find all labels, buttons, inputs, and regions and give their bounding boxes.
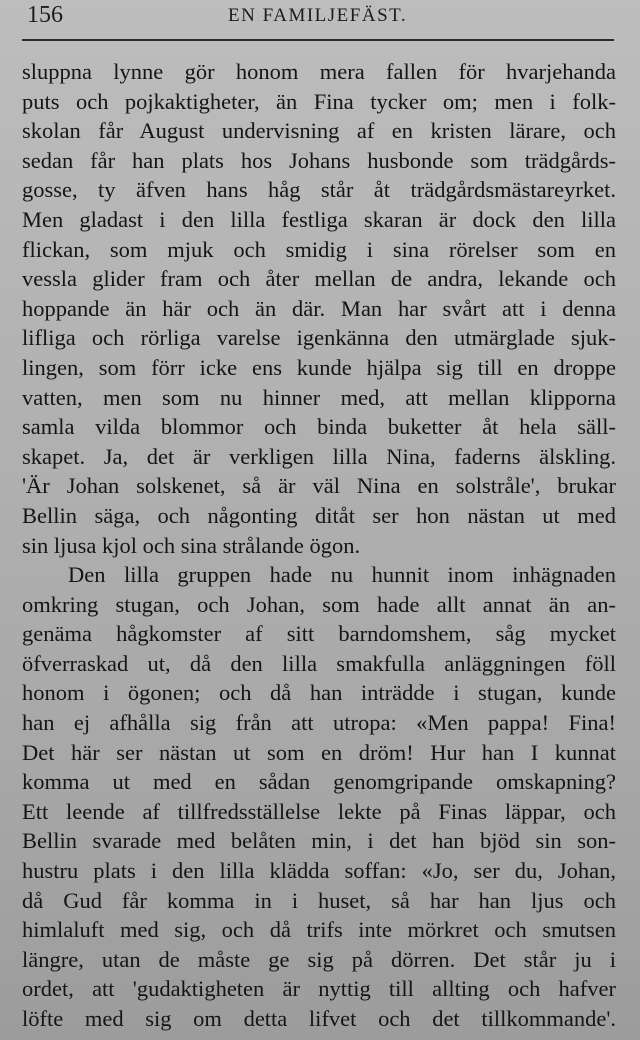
body-text (22, 57, 616, 1034)
text-line: han ej afhålla sig från att utropa: «Men pappa! Fina! (22, 710, 616, 736)
header-rule (22, 39, 614, 41)
paragraph (22, 560, 616, 1034)
text-line: hustru plats i den lilla klädda soffan: «Jo, ser du, Johan, (22, 858, 616, 884)
text-line: Bellin säga, och någonting ditåt ser hon nästan ut med (22, 502, 616, 528)
text-line: puts och pojkaktigheter, än Fina tycker om; men i folk- (22, 88, 616, 114)
text-line: ordet, att 'gudaktigheten är nyttig till allting och hafver (22, 976, 616, 1002)
text-line: Ett leende af tillfredsställelse lekte på Finas läppar, och (22, 798, 616, 824)
text-line: gosse, ty äfven hans håg står åt trädgårdsmästareyrket. (22, 177, 616, 203)
text-line: komma ut med en sådan genomgripande omskapning? (22, 769, 616, 795)
text-line: himlaluft med sig, och då trifs inte mörkret och smutsen (22, 917, 616, 943)
text-line: lifliga och rörliga varelse igenkänna den utmärglade sjuk- (22, 325, 616, 351)
text-line: löfte med sig om detta lifvet och det tillkommande'. (22, 1006, 616, 1031)
text-line: vatten, men som nu hinner med, att mellan klipporna (22, 384, 616, 410)
text-line: hoppande än här och än där. Man har svårt att i denna (22, 295, 616, 321)
text-line: Det här ser nästan ut som en dröm! Hur han I kunnat (22, 739, 616, 765)
text-line: öfverraskad ut, då den lilla smakfulla anläggningen föll (22, 650, 616, 676)
text-line: sluppna lynne gör honom mera fallen för hvarjehanda (22, 59, 616, 84)
text-line: omkring stugan, och Johan, som hade allt annat än an- (22, 591, 616, 617)
running-head: EN FAMILJEFÄST. (228, 5, 408, 26)
text-line: vessla glider fram och åter mellan de andra, lekande och (22, 266, 616, 292)
text-line: då Gud får komma in i huset, så har han ljus och (22, 887, 616, 913)
text-line: genäma hågkomster af sitt barndomshem, såg mycket (22, 621, 616, 647)
page-number: 156 (27, 2, 63, 28)
text-line: skapet. Ja, det är verkligen lilla Nina, faderns älskling. (22, 443, 616, 469)
text-line: Bellin svarade med belåten min, i det han bjöd sin son- (22, 828, 616, 854)
paragraph (22, 57, 616, 560)
text-line: samla vilda blommor och binda buketter åt hela säll- (22, 414, 616, 440)
page-header (0, 0, 640, 44)
text-line: Men gladast i den lilla festliga skaran är dock den lilla (22, 206, 616, 232)
text-line: sin ljusa kjol och sina strålande ögon. (22, 532, 361, 558)
text-line: 'Är Johan solskenet, så är väl Nina en solstråle', brukar (22, 473, 616, 499)
text-line: honom i ögonen; och då han inträdde i stugan, kunde (22, 680, 616, 706)
text-line: Den lilla gruppen hade nu hunnit inom inhägnaden (68, 562, 616, 588)
text-line: flickan, som mjuk och smidig i sina rörelser som en (22, 236, 616, 262)
text-line: lingen, som förr icke ens kunde hjälpa sig till en droppe (22, 354, 616, 380)
text-line: sedan får han plats hos Johans husbonde som trädgårds- (22, 147, 616, 173)
text-line: längre, utan de måste ge sig på dörren. Det står ju i (22, 946, 616, 972)
text-line: skolan får August undervisning af en kristen lärare, och (22, 118, 616, 144)
